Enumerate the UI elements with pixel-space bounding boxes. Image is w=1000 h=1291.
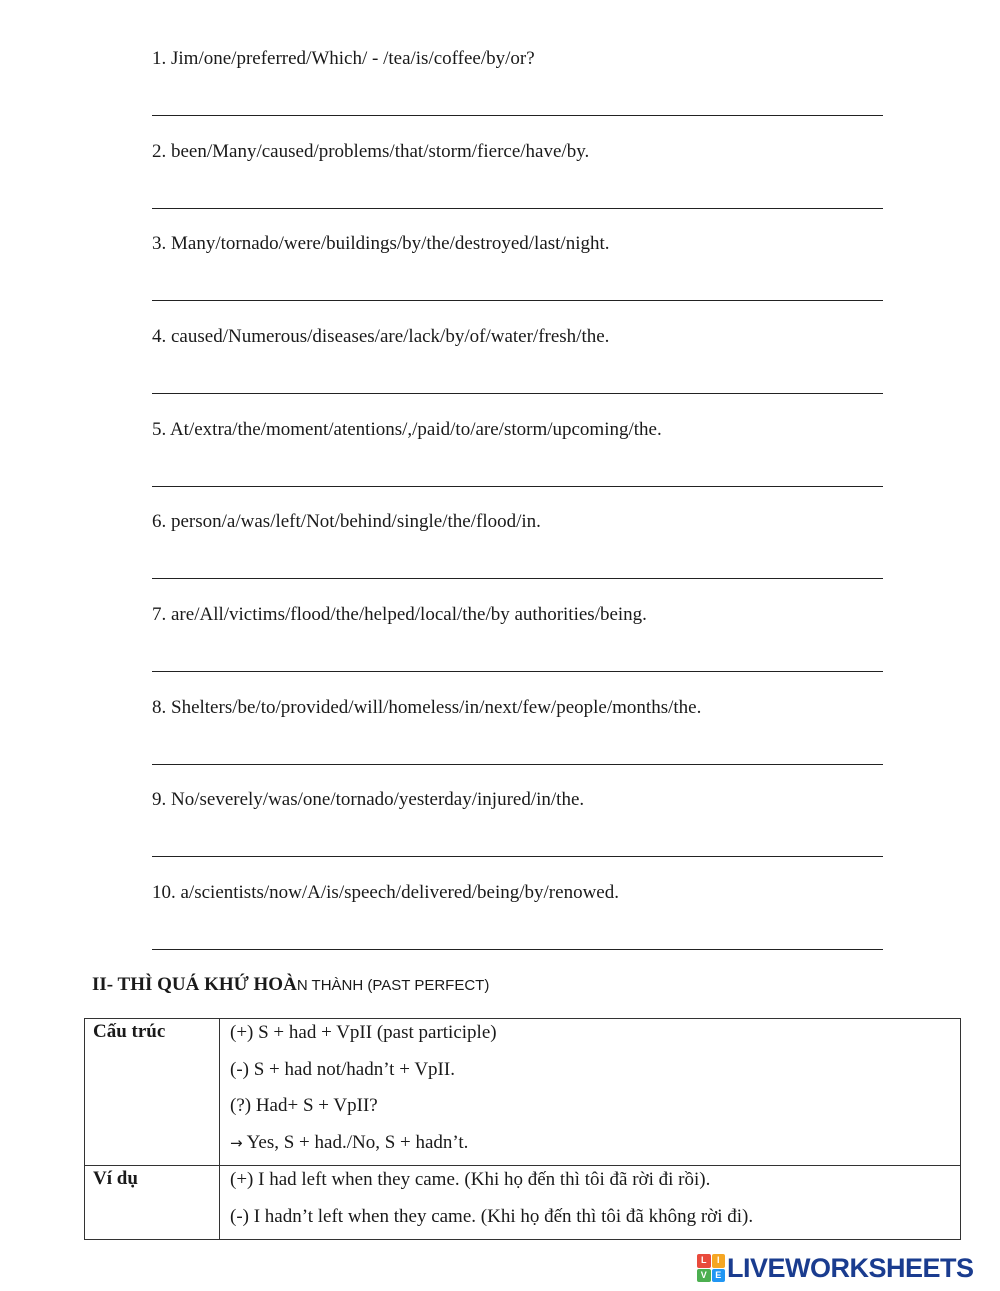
structure-content bbox=[220, 1019, 961, 1166]
structure-line: (+) S + had + VpII (past participle) bbox=[230, 1022, 497, 1043]
structure-row bbox=[85, 1019, 961, 1166]
answer-input-8[interactable] bbox=[152, 741, 883, 765]
grammar-table bbox=[84, 1018, 961, 1240]
structure-label: Cấu trúc bbox=[85, 1019, 220, 1166]
exercise-4 bbox=[152, 325, 883, 349]
section-heading bbox=[92, 972, 489, 999]
structure-line: (-) S + had not/hadn’t + VpII. bbox=[230, 1058, 455, 1080]
exercise-prompt: 9. No/severely/was/one/tornado/yesterday/injured/in/the. bbox=[152, 789, 585, 810]
answer-input-10[interactable] bbox=[152, 926, 883, 950]
logo-letter: L bbox=[697, 1254, 711, 1268]
exercise-2 bbox=[152, 140, 883, 164]
section-heading-rest: N THÀNH (PAST PERFECT) bbox=[296, 977, 490, 994]
arrow-right-icon: → bbox=[230, 1133, 243, 1152]
example-line: (+) I had left when they came. (Khi họ đến thì tôi đã rời đi rồi). bbox=[230, 1169, 711, 1190]
exercise-prompt: 4. caused/Numerous/diseases/are/lack/by/of/water/fresh/the. bbox=[152, 326, 610, 347]
logo-letter: E bbox=[712, 1269, 726, 1283]
answer-input-2[interactable] bbox=[152, 185, 883, 209]
logo-letter: I bbox=[712, 1254, 726, 1268]
exercise-prompt: 2. been/Many/caused/problems/that/storm/fierce/have/by. bbox=[152, 141, 590, 162]
exercise-9 bbox=[152, 788, 883, 812]
structure-line bbox=[230, 1129, 960, 1166]
exercise-prompt: 1. Jim/one/preferred/Which/ - /tea/is/coffee/by/or? bbox=[152, 48, 535, 69]
exercise-prompt: 3. Many/tornado/were/buildings/by/the/destroyed/last/night. bbox=[152, 233, 610, 254]
answer-input-3[interactable] bbox=[152, 277, 883, 301]
exercise-prompt: 5. At/extra/the/moment/atentions/,/paid/to/are/storm/upcoming/the. bbox=[152, 419, 662, 440]
example-row bbox=[85, 1166, 961, 1240]
section-heading-bold: II- THÌ QUÁ KHỨ HOÀ bbox=[92, 974, 297, 995]
example-line: (-) I hadn’t left when they came. (Khi họ đến thì tôi đã không rời đi). bbox=[230, 1205, 754, 1227]
answer-input-5[interactable] bbox=[152, 463, 883, 487]
exercise-8 bbox=[152, 696, 883, 720]
exercise-prompt: 10. a/scientists/now/A/is/speech/delivered/being/by/renowed. bbox=[152, 882, 619, 903]
exercise-prompt: 7. are/All/victims/flood/the/helped/local/the/by authorities/being. bbox=[152, 604, 647, 625]
answer-input-7[interactable] bbox=[152, 648, 883, 672]
brand-name: LIVEWORKSHEETS bbox=[727, 1252, 974, 1283]
exercise-6 bbox=[152, 510, 883, 534]
exercise-3 bbox=[152, 232, 883, 256]
example-label: Ví dụ bbox=[85, 1166, 220, 1240]
exercise-prompt: 6. person/a/was/left/Not/behind/single/the/flood/in. bbox=[152, 511, 541, 532]
liveworksheets-logo-icon bbox=[697, 1254, 725, 1282]
answer-input-1[interactable] bbox=[152, 92, 883, 116]
example-content bbox=[220, 1166, 961, 1240]
exercise-10 bbox=[152, 881, 883, 905]
structure-line: (?) Had+ S + VpII? bbox=[230, 1095, 378, 1116]
exercise-1 bbox=[152, 47, 883, 71]
exercise-7 bbox=[152, 603, 883, 627]
liveworksheets-brand bbox=[697, 1252, 974, 1284]
exercise-prompt: 8. Shelters/be/to/provided/will/homeless/in/next/few/people/months/the. bbox=[152, 697, 702, 718]
exercise-5 bbox=[152, 418, 883, 442]
answer-input-6[interactable] bbox=[152, 555, 883, 579]
answer-input-9[interactable] bbox=[152, 833, 883, 857]
answer-input-4[interactable] bbox=[152, 370, 883, 394]
logo-letter: V bbox=[697, 1269, 711, 1283]
structure-line-text: Yes, S + had./No, S + hadn’t. bbox=[246, 1131, 469, 1153]
